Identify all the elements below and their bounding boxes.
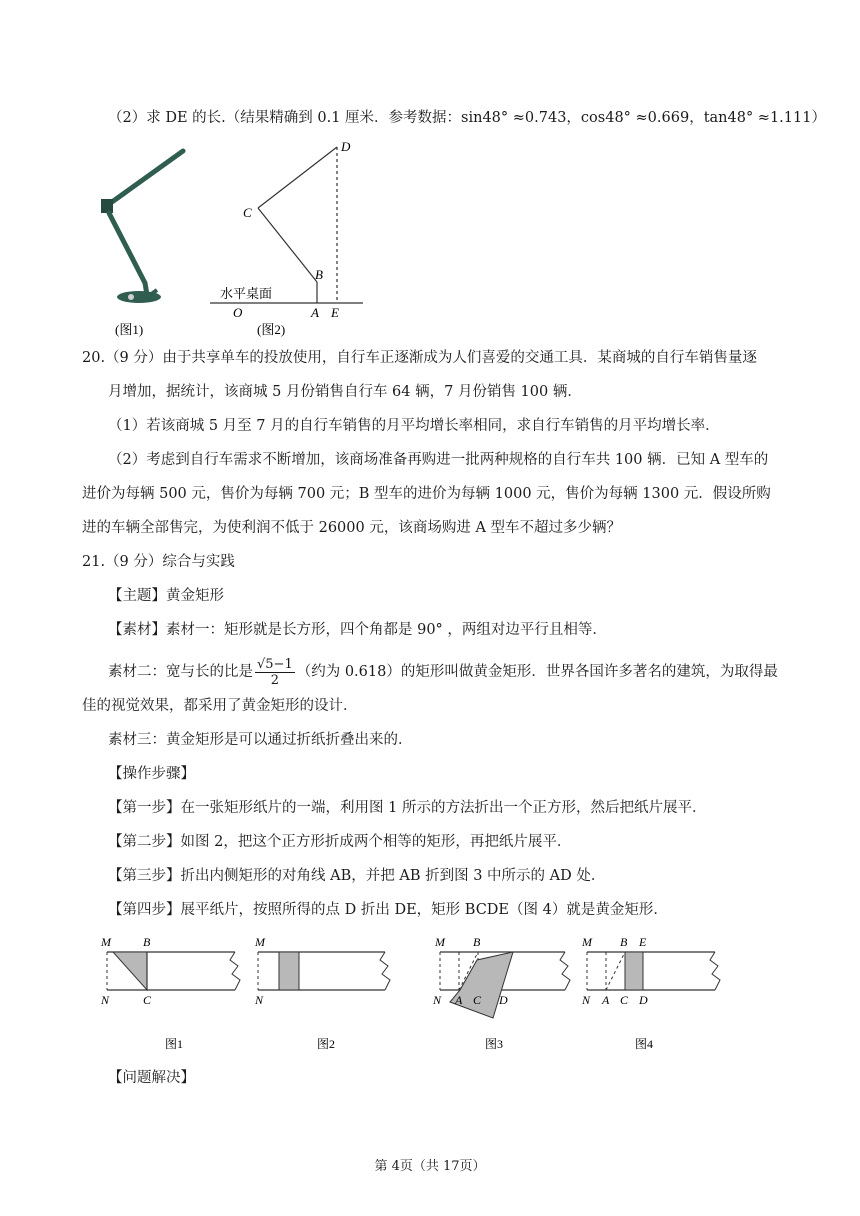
fig3-label-M: M [435,935,445,949]
fold-figure-1 [100,935,240,1051]
q20-part2-line1: （2）考虑到自行车需求不断增加，该商场准备再购进一批两种规格的自行车共 100 辆．已知 A 型车的 [108,452,769,468]
fig3-label-C: C [473,993,482,1007]
fraction-numerator: √5−1 [257,656,293,672]
q21-steps-title: 【操作步骤】 [108,766,195,782]
fig3-label-A: A [455,993,463,1007]
fold-figure-2 [254,935,390,1051]
q21-material2-line2: 佳的视觉效果，都采用了黄金矩形的设计． [82,698,358,714]
label-B: B [315,267,323,282]
fig3-caption: 图3 [485,1037,504,1051]
label-A: A [311,305,319,320]
q20-stem-line2: 月增加，据统计，该商城 5 月份销售自行车 64 辆，7 月份销售 100 辆． [108,384,582,400]
fig4-label-B: B [620,935,628,949]
fig1-label-N: N [101,993,110,1007]
fig4-caption: 图4 [635,1037,654,1051]
fig4-label-N: N [582,993,591,1007]
fraction-denominator: 2 [270,672,279,688]
material2-suffix: （约为 0.618）的矩形叫做黄金矩形．世界各国许多著名的建筑，为取得最 [296,664,778,680]
fig1-caption: 图1 [165,1037,184,1051]
q21-step4: 【第四步】展平纸片，按照所得的点 D 折出 DE，矩形 BCDE（图 4）就是黄金矩形． [108,902,668,918]
q21-theme: 【主题】黄金矩形 [108,588,224,604]
fig4-label-D: D [639,993,648,1007]
fig3-label-B: B [473,935,481,949]
fig4-label-A: A [602,993,610,1007]
fig4-label-M: M [582,935,592,949]
desk-label: 水平桌面 [220,286,273,301]
fig1-label-M: M [101,935,111,949]
fig1-label-B: B [143,935,151,949]
golden-ratio-fraction [255,657,295,688]
label-O: O [233,305,243,320]
label-D: D [341,139,351,154]
label-E: E [331,305,339,320]
fig2-label-M: M [255,935,265,949]
desk-lamp-illustration [101,151,183,303]
q20-stem-line1: 20.（9 分）由于共享单车的投放使用，自行车正逐渐成为人们喜爱的交通工具．某商城的自行车销售量逐 [82,350,757,366]
q21-stem: 21.（9 分）综合与实践 [82,554,235,570]
q21-step2: 【第二步】如图 2，把这个正方形折成两个相等的矩形，再把纸片展平． [108,834,572,850]
q21-problem-title: 【问题解决】 [108,1070,195,1086]
page-footer: 第 4页（共 17页） [374,1159,486,1174]
fig2-label-N: N [255,993,264,1007]
fold-figure-4 [581,935,720,1051]
q21-material1: 【素材】素材一：矩形就是长方形，四个角都是 90° ，两组对边平行且相等． [108,622,607,638]
q21-material2 [108,652,778,692]
lamp-geometry-diagram [210,147,363,303]
fig4-label-E: E [639,935,647,949]
fig3-label-D: D [499,993,508,1007]
lamp-figure [95,135,385,340]
fig4-label-C: C [620,993,629,1007]
fold-figure-3 [432,935,570,1051]
q20-part2-line3: 进的车辆全部售完，为使利润不低于 26000 元，该商场购进 A 型车不超过多少辆？ [82,520,622,536]
label-C: C [243,205,252,220]
q21-step1: 【第一步】在一张矩形纸片的一端，利用图 1 所示的方法折出一个正方形，然后把纸片展平． [108,800,707,816]
q20-part1: （1）若该商城 5 月至 7 月的自行车销售的月平均增长率相同，求自行车销售的月平均增长率． [108,418,720,434]
fig2-caption: (图2) [257,322,286,337]
fig1-caption: (图1) [115,322,144,337]
fig3-label-N: N [433,993,442,1007]
folding-figures [95,930,735,1060]
q20-part2-line2: 进价为每辆 500 元，售价为每辆 700 元；B 型车的进价为每辆 1000 元，售价为每辆 1300 元．假设所购 [82,486,771,502]
fig2-caption: 图2 [317,1037,336,1051]
material2-prefix: 素材二：宽与长的比是 [108,664,253,680]
fig1-label-C: C [143,993,152,1007]
q21-material3: 素材三：黄金矩形是可以通过折纸折叠出来的． [108,732,413,748]
q21-step3: 【第三步】折出内侧矩形的对角线 AB，并把 AB 折到图 3 中所示的 AD 处． [108,868,606,884]
q19-part2-text: （2）求 DE 的长.（结果精确到 0.1 厘米．参考数据：sin48° ≈0.743，cos48° ≈0.669，tan48° ≈1.111） [108,110,826,126]
